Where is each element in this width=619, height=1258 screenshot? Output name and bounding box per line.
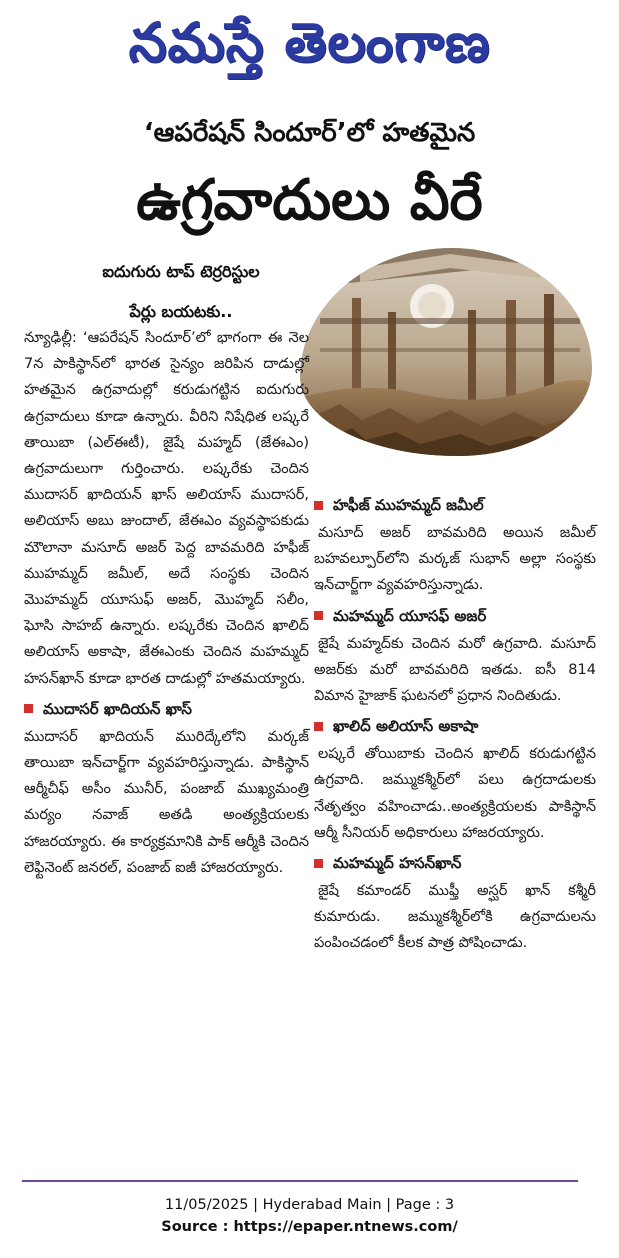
section-title: ఖాలిద్ అలియాస్ అకాషా [333, 717, 479, 736]
section-body: జైషే మహ్మద్‌కు చెందిన మరో ఉగ్రవాది. మసూద్ అజర్‌కు మరో బావమరిది ఇతడు. ఐసీ 814 విమాన హైజాక్ ఘటనలో ప్రధాన నిందితుడు. [314, 635, 596, 705]
section-heading [24, 696, 309, 722]
section-title: మహమ్మద్ యూసఫ్ అజర్ [333, 606, 487, 625]
section-body: లష్కరే తోయిబాకు చెందిన ఖాలిద్ కరుడుగట్టిన ఉగ్రవాది. జమ్ముకశ్మీర్‌లో పలు ఉగ్రదాడులకు నేతృత్వం వహించాడు..అంత్యక్రియలకు పాకిస్థాన్ ఆర్మీ సీనియర్ అధికారులు హాజరయ్యారు. [314, 746, 596, 841]
newspaper-logo: నమస్తే తెలంగాణ [128, 10, 491, 74]
section-heading [314, 713, 596, 739]
subhead-line-2: పేర్లు బయటకు.. [129, 302, 233, 321]
section-body: జైషే కమాండర్ ముఫ్తీ అస్ఘర్ ఖాన్ కశ్మీరీ కుమారుడు. జమ్ముకశ్మీర్‌లోకి ఉగ్రవాదులను పంపించడంలో కీలక పాత్ర పోషించాడు. [314, 883, 596, 952]
article-headline: ఉగ్రవాదులు వీరే [136, 168, 483, 233]
masthead [0, 0, 619, 88]
section-body: ముదాసర్ ఖాదియన్ మురిద్కేలోని మర్కజ్ తాయిబా ఇన్‌చార్జ్‌గా వ్యవహరిస్తున్నాడు. పాకిస్థాన్ ఆర్మీచీఫ్ అసీం మునీర్, పంజాబ్ ముఖ్యమంత్రి మర్యం నవాజ్ అతడి అంత్యక్రియలకు హాజరయ్యారు. ఈ కార్యక్రమానికి పాక్ ఆర్మీకి చెందిన లెఫ్టినెంట్ జనరల్, పంజాబ్ ఐజీ హాజరయ్యారు. [24, 728, 309, 876]
section-heading [314, 850, 596, 876]
section-title: హఫీజ్ ముహమ్మద్ జమీల్ [333, 496, 484, 514]
article-column-left [24, 325, 309, 885]
article-subhead [56, 252, 306, 332]
section-heading [314, 603, 596, 629]
section-title: ముదాసర్ ఖాదియన్ ఖాస్ [43, 699, 192, 718]
article-intro: న్యూఢిల్లీ: ‘ఆపరేషన్ సిందూర్’లో భాగంగా ఈ నెల 7న పాకిస్థాన్‌లో భారత సైన్యం జరిపిన దాడుల్లో హతమైన ఉగ్రవాదుల్లో కరుడుగట్టిన ఐదుగురు ఉగ్రవాదులు కూడా ఉన్నారు. వీరిని నిషేధిత లష్కరే తాయిబా (ఎల్ఈటీ), జైషే మహ్మద్ (జేఈఎం) ఉగ్రవాదులుగా గుర్తించారు. లష్కరేకు చెందిన ముదాసర్ ఖాదియన్ ఖాస్ అలియాస్ ముదాసర్, అలియాస్ అబు జుందాల్, జేఈఎం వ్యవస్థాపకుడు మౌలానా మసూద్ అజర్ పెద్ద బావమరిది హఫీజ్ ముహమ్మద్ జమీల్, అదే సంస్థకు చెందిన మొహమ్మద్ యూసుఫ్ అజర్, మొహ్మద్ సలీం, ఘోసి సాహబ్ ఉన్నారు. లష్కరేకు చెందిన ఖాలిద్ అలియాస్ అకాషా, జేఈఎంకు చెందిన మహమ్మద్ హసన్‌ఖాన్ కూడా భారత దాడుల్లో హతమయ్యారు. [24, 330, 309, 687]
red-square-bullet-icon [314, 722, 323, 731]
red-square-bullet-icon [314, 859, 323, 868]
photo-illustration [300, 248, 592, 456]
section-body: మసూద్ అజర్ బావమరిది అయిన జమీల్ బహవల్పూర్‌లోని మర్కజ్ సుభాన్ అల్లా సంస్థకు ఇన్‌చార్జ్‌గా వ్యవహరిస్తున్నాడు. [314, 525, 596, 594]
subhead-line-1: ఐదుగురు టాప్ టెర్రరిస్టుల [102, 262, 260, 281]
section-heading [314, 492, 596, 518]
red-square-bullet-icon [314, 611, 323, 620]
edition-info: 11/05/2025 | Hyderabad Main | Page : 3 [164, 1197, 455, 1213]
footer-divider [22, 1180, 578, 1182]
source-link[interactable]: Source : https://epaper.ntnews.com/ [161, 1219, 458, 1235]
red-square-bullet-icon [24, 704, 33, 713]
red-square-bullet-icon [314, 501, 323, 510]
article-kicker: ‘ఆపరేషన్ సిందూర్’లో హతమైన [143, 118, 476, 148]
article-column-right [314, 490, 596, 961]
page-footer [0, 1194, 619, 1238]
damaged-building-photo [300, 248, 592, 456]
section-title: మహమ్మద్ హసన్‌ఖాన్ [333, 854, 462, 873]
